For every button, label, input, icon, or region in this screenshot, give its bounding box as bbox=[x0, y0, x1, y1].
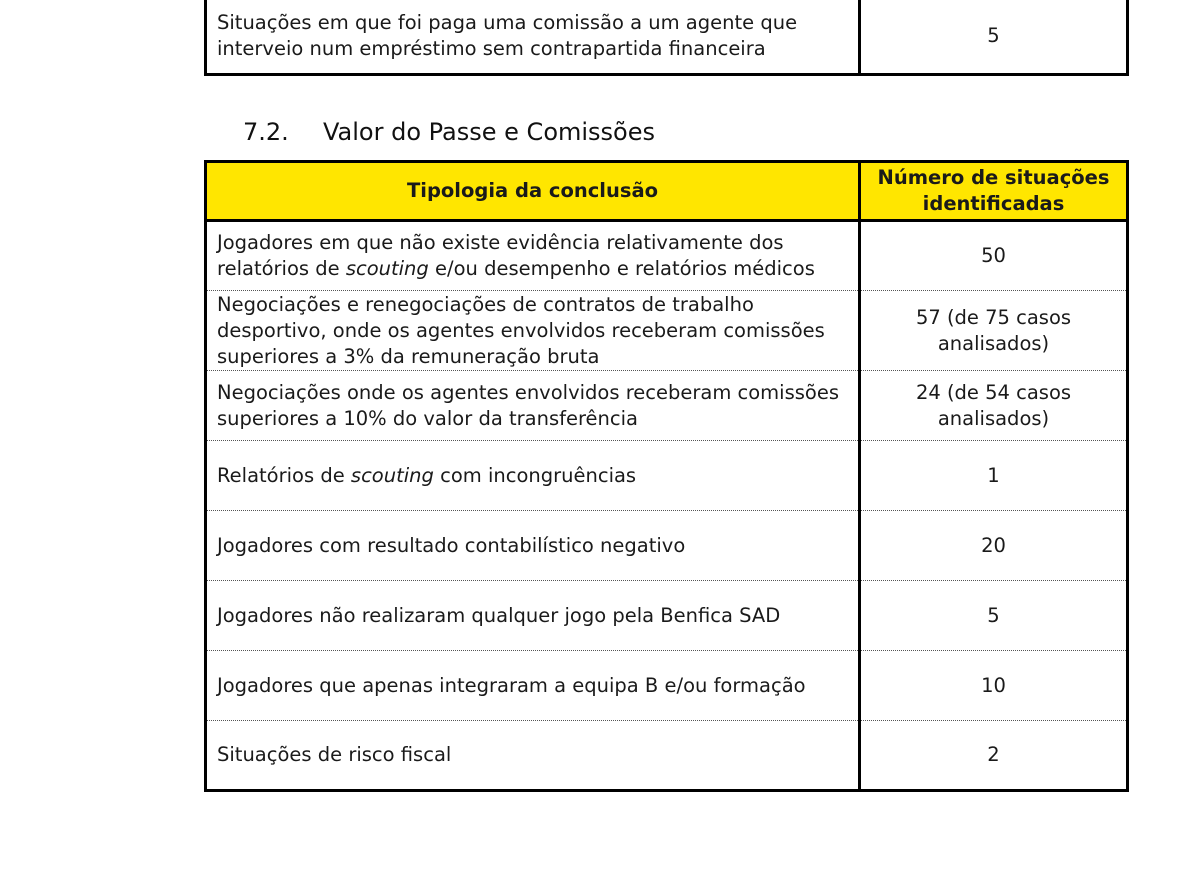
count-cell bbox=[860, 581, 1128, 651]
count-cell bbox=[860, 721, 1128, 791]
section-heading bbox=[243, 116, 655, 148]
count-text: 2 bbox=[987, 743, 1000, 766]
table-row bbox=[206, 511, 1128, 581]
conclusion-text: Jogadores que apenas integraram a equipa B e/ou formação bbox=[217, 673, 806, 697]
conclusion-text: Negociações onde os agentes envolvidos receberam comissões superiores a 10% do valor da transferência bbox=[217, 380, 840, 430]
table-row bbox=[206, 291, 1128, 371]
table-row bbox=[206, 721, 1128, 791]
conclusion-cell bbox=[206, 221, 860, 291]
count-cell bbox=[860, 221, 1128, 291]
conclusion-text-part: Jogadores em que não existe evidência relativamente dos relatórios de bbox=[217, 231, 784, 280]
conclusion-text-emphasis: scouting bbox=[345, 257, 429, 280]
count-cell bbox=[860, 651, 1128, 721]
conclusion-text: Negociações e renegociações de contratos de trabalho desportivo, onde os agentes envolvidos receberam comissões superiores a 3% da remuneração bruta bbox=[217, 292, 825, 368]
conclusion-cell bbox=[206, 721, 860, 791]
conclusion-cell bbox=[206, 511, 860, 581]
count-cell bbox=[860, 441, 1128, 511]
table-row bbox=[206, 221, 1128, 291]
section-number: 7.2. bbox=[243, 118, 289, 146]
count-text: 1 bbox=[987, 463, 1000, 487]
conclusion-cell bbox=[206, 371, 860, 441]
count-text: 5 bbox=[987, 603, 1000, 627]
conclusion-text-part: com incongruências bbox=[433, 463, 637, 487]
table-row bbox=[206, 651, 1128, 721]
count-cell bbox=[860, 291, 1128, 371]
table-row bbox=[206, 441, 1128, 511]
table-header-row bbox=[206, 162, 1128, 221]
conclusion-cell bbox=[206, 0, 860, 74]
conclusion-cell bbox=[206, 291, 860, 371]
table-row bbox=[206, 0, 1128, 74]
conclusion-cell bbox=[206, 441, 860, 511]
table-row bbox=[206, 371, 1128, 441]
conclusion-cell bbox=[206, 581, 860, 651]
count-text: 20 bbox=[981, 533, 1006, 557]
count-text: 24 (de 54 casos analisados) bbox=[915, 380, 1072, 430]
conclusions-table bbox=[204, 160, 1129, 792]
section-title: Valor do Passe e Comissões bbox=[323, 118, 656, 146]
count-cell bbox=[860, 371, 1128, 441]
count-text: 10 bbox=[981, 673, 1006, 697]
count-text: 50 bbox=[981, 244, 1006, 267]
conclusion-text: Jogadores com resultado contabilístico negativo bbox=[217, 533, 686, 557]
header-count: Número de situações identificadas bbox=[860, 162, 1128, 221]
conclusion-text-emphasis: scouting bbox=[350, 463, 434, 487]
conclusion-text-part: e/ou desempenho e relatórios médicos bbox=[428, 257, 815, 280]
conclusion-text: Situações em que foi paga uma comissão a um agente que interveio num empréstimo sem contrapartida financeira bbox=[217, 11, 798, 61]
conclusion-text: Jogadores não realizaram qualquer jogo pela Benfica SAD bbox=[217, 603, 781, 627]
conclusion-cell bbox=[206, 651, 860, 721]
count-text: 57 (de 75 casos analisados) bbox=[915, 305, 1072, 355]
conclusion-text: Situações de risco fiscal bbox=[217, 743, 452, 766]
count-text: 5 bbox=[987, 24, 1000, 48]
count-cell bbox=[860, 0, 1128, 74]
count-cell bbox=[860, 511, 1128, 581]
conclusion-text-part: Relatórios de bbox=[217, 463, 351, 487]
previous-table bbox=[204, 0, 1129, 76]
header-typology: Tipologia da conclusão bbox=[206, 162, 860, 221]
table-row bbox=[206, 581, 1128, 651]
